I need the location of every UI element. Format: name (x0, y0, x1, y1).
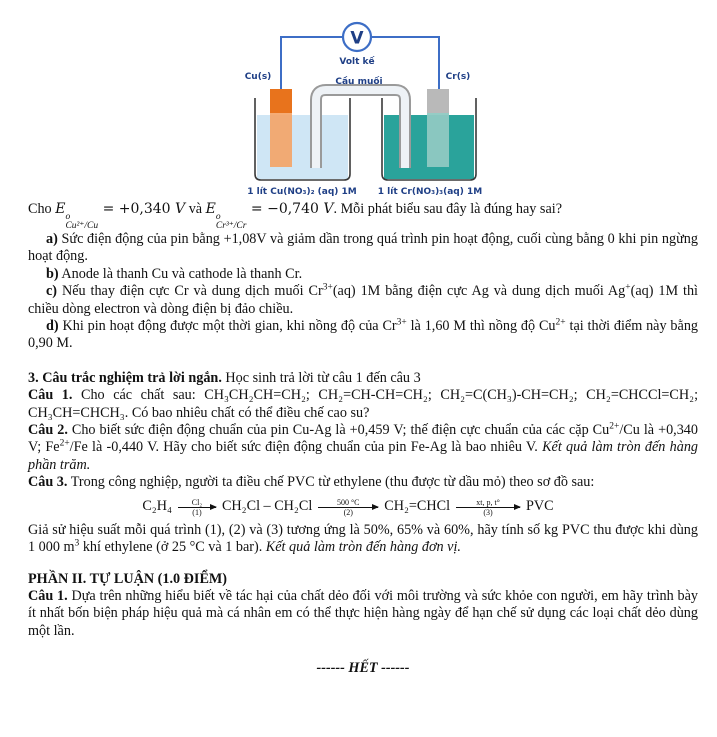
section3-question-3-follow: Giả sử hiệu suất mỗi quá trình (1), (2) và (3) tương ứng là 50%, 65% và 60%, hãy tính số kg PVC thu được khi dùng 1 000 $m^3$ khí ethylene (ở 25 °C và 1 bar). Kết quả làm tròn đến hàng đơn vị. (28, 521, 698, 556)
scheme-ethylene: C₂H₄ (142, 497, 172, 514)
left-wire (281, 37, 343, 90)
right-electrode-label: Cr(s) (445, 72, 471, 82)
statement-a: a) Sức điện động của pin bằng +1,08V và giảm dần trong quá trình pin hoạt động, cuối cùng bằng 0 khi pin ngừng hoạt động. (28, 231, 698, 265)
cu-electrode-submerged (270, 113, 292, 167)
part2-heading: PHẦN II. TỰ LUẬN (1.0 ĐIỂM) (28, 570, 228, 587)
voltmeter-symbol: V (350, 28, 364, 49)
scheme-dichloroethane: CH₂Cl – CH₂Cl (221, 497, 313, 514)
question-intro: Cho E o Cu²⁺/Cu = +0,340 V và E o Cr³⁺/Cr = −0,740 V. Mỗi phát biểu sau đây là đúng hay sai? (28, 201, 562, 231)
right-solution-label: 1 lít Cr(NO₃)₃(aq) 1M (377, 187, 483, 197)
scheme-pvc: PVC (526, 497, 554, 514)
part2-question-1: Câu 1. Dựa trên những hiểu biết về tác hại của chất dẻo đối với môi trường và sức khỏe con người, em hãy trình bày ít nhất bốn biện pháp hiệu quả mà cá nhân em có thể thực hiện hàng ngày để hạn chế sử dụng các loại chất dẻo dùng một lần. (28, 587, 698, 639)
statement-b: b) Anode là thanh Cu và cathode là thanh Cr. (46, 265, 303, 282)
left-solution-label: 1 lít Cu(NO₃)₂ (aq) 1M (247, 187, 357, 197)
scheme-arrow-3: xt, p, t° (3) (456, 498, 520, 517)
section3-heading: 3. Câu trắc nghiệm trả lời ngắn. Học sinh trả lời từ câu 1 đến câu 3 (28, 369, 421, 386)
statement-c: c) Nếu thay điện cực Cr và dung dịch muối $Cr^{3+}(aq)$ 1M bằng điện cực Ag và dung dịch muối Ag+(aq) 1M thì chiều dòng electron và dòng điện bị đảo chiều. (28, 282, 698, 317)
document-body (28, 201, 698, 678)
cr-electrode-submerged (427, 113, 449, 167)
salt-bridge-label: Cầu muối (335, 77, 383, 87)
left-electrode-label: Cu(s) (244, 72, 272, 82)
section3-question-3: Câu 3. Trong công nghiệp, người ta điều chế PVC từ ethylene (thu được từ dầu mỏ) theo sơ đồ sau: (28, 474, 595, 491)
cr-electrode (427, 89, 449, 113)
section3-question-2: Câu 2. Cho biết sức điện động chuẩn của pin Cu-Ag là +0,459 V; thế điện cực chuẩn của các cặp $Cu^{2+}/Cu$ là +0,340 V; $Fe^{2+}/Fe$ là -0,440 V. Hãy cho biết sức điện động chuẩn của pin Fe-Ag là bao nhiêu V. Kết quả làm tròn đến hàng phần trăm. (28, 421, 699, 473)
section3-question-1: Câu 1. Cho các chất sau: CH₃CH₂CH=CH₂; CH₂=CH-CH=CH₂; CH₂=C(CH₃)-CH=CH₂; CH₂=CHCCl=CH₂; CH₃CH=CHCH₃. Có bao nhiêu chất có thể điều chế cao su? (28, 387, 699, 421)
statement-d: d) Khi pin hoạt động được một thời gian, khi nồng độ của $Cr^{3+}$ là 1,60 M thì nồng độ $Cu^{2+}$ tại thời điểm này bằng 0,90 M. (28, 317, 699, 352)
scheme-arrow-1: Cl₂ (1) (178, 498, 216, 517)
voltmeter-label: Volt kế (339, 57, 375, 67)
scheme-vinyl-chloride: CH₂=CHCl (384, 497, 451, 514)
galvanic-cell-diagram (0, 0, 717, 200)
scheme-arrow-2: 500 °C (2) (318, 498, 378, 517)
end-marker: ------ HẾT ------ (316, 660, 410, 677)
pvc-synthesis-scheme (0, 492, 698, 522)
cu-electrode (270, 89, 292, 113)
